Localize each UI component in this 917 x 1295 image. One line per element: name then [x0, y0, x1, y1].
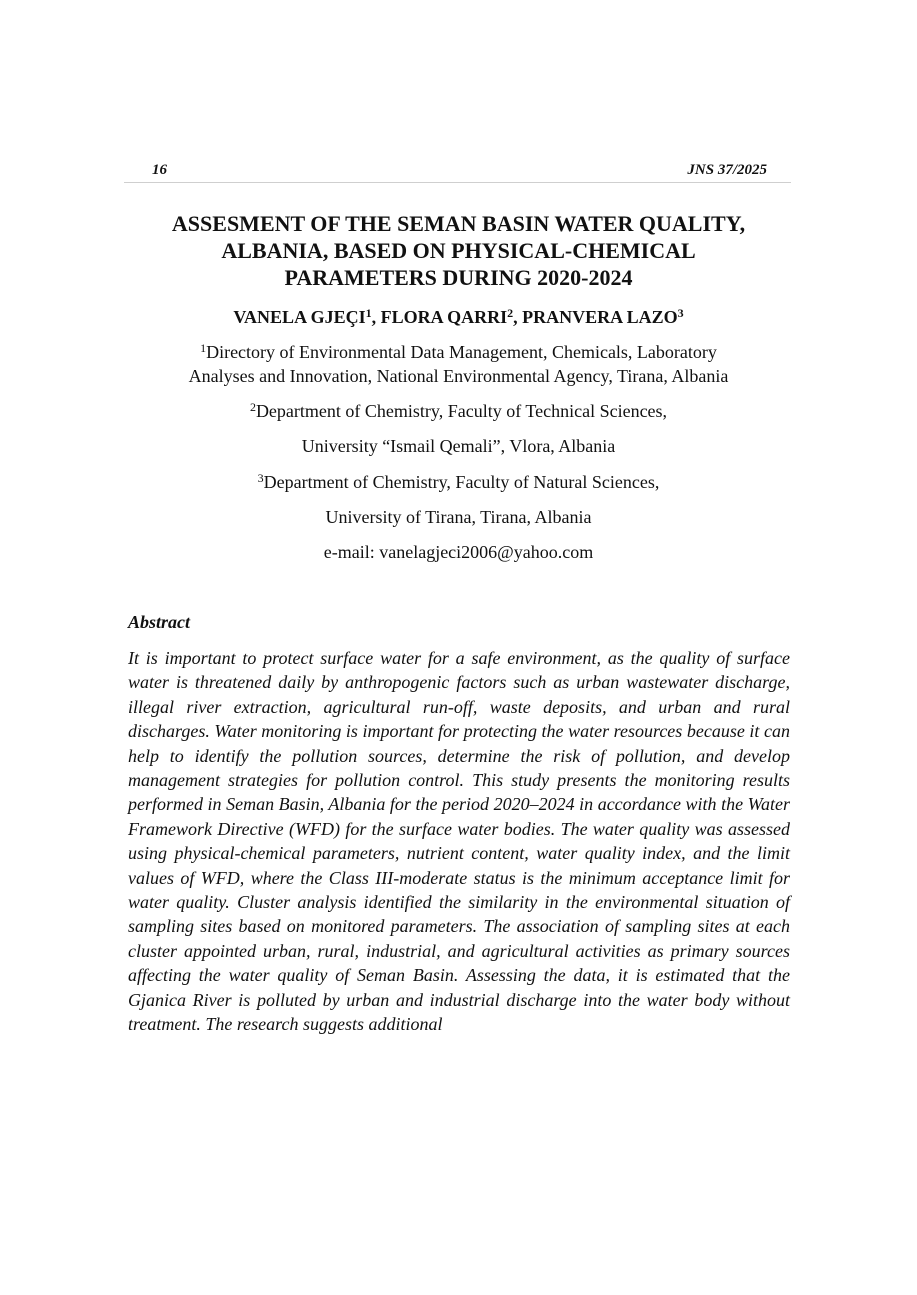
journal-name: JNS 37/2025 — [687, 162, 767, 178]
author-list — [110, 305, 807, 329]
abstract-heading: Abstract — [128, 612, 191, 632]
affiliation-3-line-2: University of Tirana, Tirana, Albania — [325, 507, 592, 527]
author-name: VANELA GJEÇI — [233, 307, 366, 327]
paper-title — [110, 210, 807, 291]
affiliation-2-line-1: $^2$Department of Chemistry, Faculty of Technical Sciences, — [249, 400, 668, 421]
contact-email: e-mail: vanelagjeci2006@yahoo.com — [323, 542, 594, 562]
page-number: 16 — [152, 162, 167, 178]
title-line-2: ALBANIA, BASED ON PHYSICAL-CHEMICAL — [221, 238, 696, 263]
author-name: PRANVERA LAZO — [522, 307, 678, 327]
author-affiliation-mark: 2 — [507, 306, 514, 320]
author-name: FLORA QARRI — [380, 307, 508, 327]
author-separator: , — [371, 307, 381, 327]
affiliation-1: $^1$Directory of Environmental Data Management, Chemicals, Laboratory Analyses and Innovation, National Environmental Agency, Tirana, Albania — [188, 341, 729, 386]
running-header — [124, 160, 791, 183]
author-separator: , — [513, 307, 523, 327]
author-affiliation-mark: 3 — [677, 306, 684, 320]
author-affiliation-mark: 1 — [365, 306, 372, 320]
abstract-text: It is important to protect surface water for a safe environment, as the quality of surface water is threatened daily by anthropogenic factors such as urban wastewater discharge, illegal river extraction, agricultural run-off, waste deposits, and urban and rural discharges. Water monitoring is important for protecting the water resources because it can help to identify the pollution sources, determine the risk of pollution, and develop management strategies for pollution control. This study presents the monitoring results performed in Seman Basin, Albania for the period 2020–2024 in accordance with the Water Framework Directive (WFD) for the surface water bodies. The water quality was assessed using physical-chemical parameters, nutrient content, water quality index, and the limit values of WFD, where the Class III-moderate status is the minimum acceptance limit for water quality. Cluster analysis identified the similarity in the environmental situation of sampling sites based on monitored parameters. The association of sampling sites at each cluster appointed urban, rural, industrial, and agricultural activities as primary sources affecting the water quality of Seman Basin. Assessing the data, it is estimated that the Gjanica River is polluted by urban and industrial discharge into the water body without treatment. The research suggests additional — [128, 648, 790, 1035]
title-line-1: ASSESMENT OF THE SEMAN BASIN WATER QUALITY, — [171, 211, 746, 236]
affiliation-3-line-1: $^3$Department of Chemistry, Faculty of Natural Sciences, — [257, 471, 660, 492]
title-line-3: PARAMETERS DURING 2020-2024 — [284, 265, 633, 290]
affiliation-2-line-2: University “Ismail Qemali”, Vlora, Albania — [301, 436, 616, 456]
